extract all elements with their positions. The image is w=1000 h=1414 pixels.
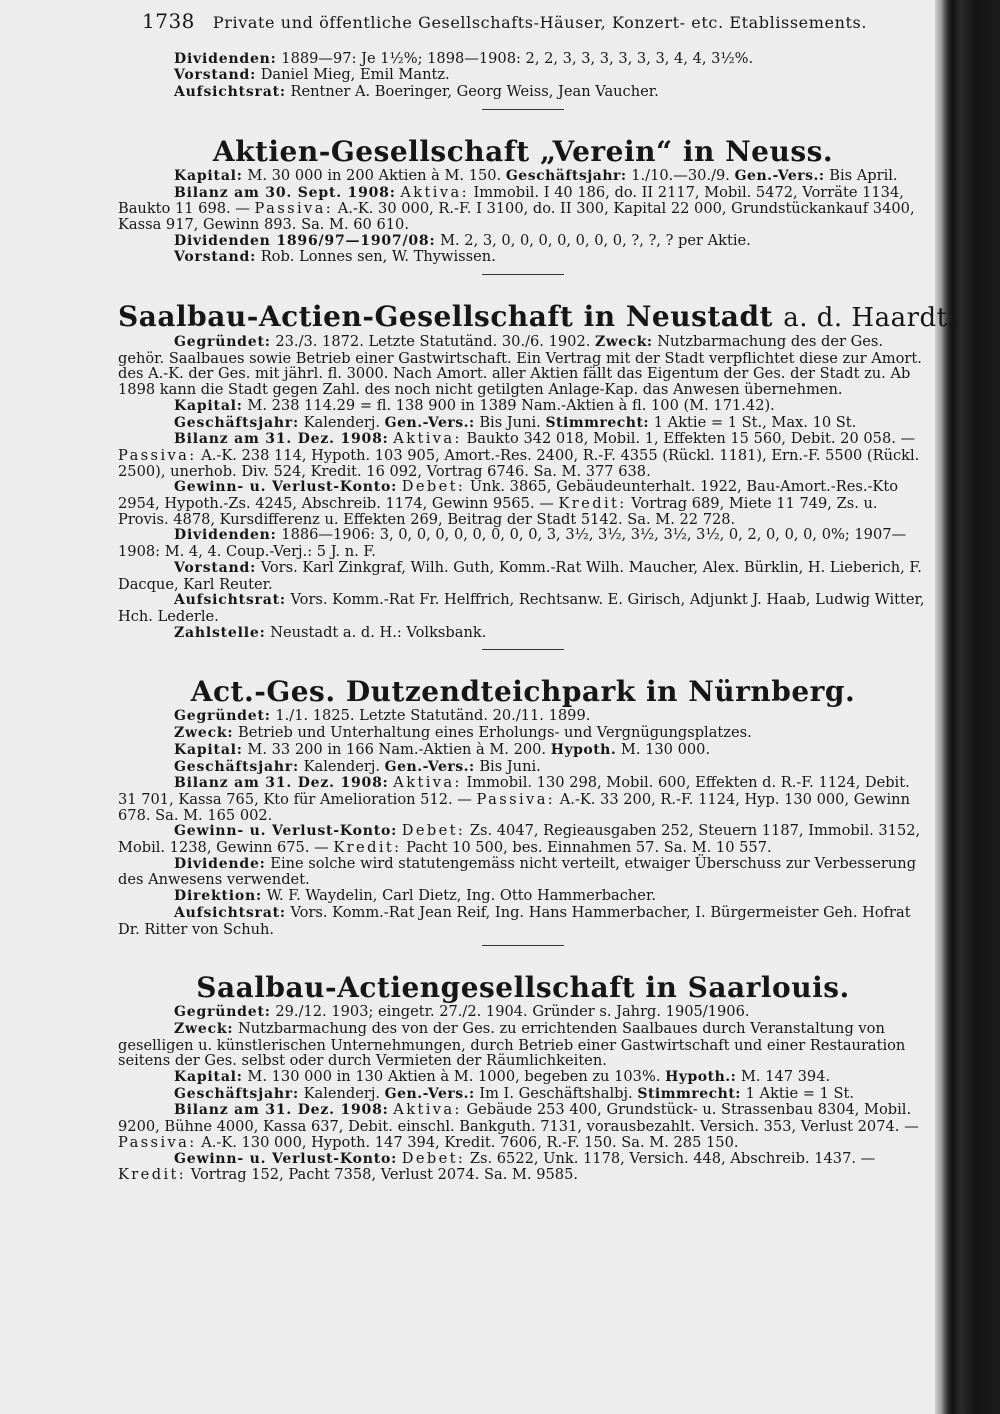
field-text: Vors. Komm.-Rat Jean Reif, Ing. Hans Hammerbacher, I. Bürgermeister Geh. Hofrat Dr. Ritter von Schuh.: [118, 903, 911, 938]
field-text: 1886—1906: 3, 0, 0, 0, 0, 0, 0, 0, 0, 3, 3½, 3½, 3½, 3½, 3½, 0, 2, 0, 0, 0, 0%; 1907—1908: M. 4, 4. Coup.-Verj.: 5 J. n. F.: [118, 526, 907, 561]
field-label: Vorstand:: [174, 559, 257, 576]
field-label: Bilanz am 30. Sept. 1908:: [174, 184, 396, 201]
passiva-label: Passiva:: [118, 1133, 197, 1151]
field-label: Aufsichtsrat:: [174, 84, 286, 101]
field-label: Geschäftsjahr:: [505, 167, 627, 184]
nuernberg-kapital: [118, 742, 928, 759]
passiva-label: Passiva:: [254, 200, 334, 218]
saarlouis-gegruendet: [118, 1004, 928, 1021]
field-text: Rob. Lonnes sen, W. Thywissen.: [260, 248, 496, 266]
field-text: Eine solche wird statutengemäss nicht verteilt, etwaiger Überschuss zur Verbesserung des Anwesens verwendet.: [118, 854, 917, 889]
nuernberg-aufsichtsrat: [118, 905, 928, 937]
field-label: Hypoth.: [550, 741, 617, 758]
passiva-label: Passiva:: [476, 790, 556, 808]
field-label: Kapital:: [174, 397, 243, 414]
carryover-dividenden: [118, 51, 928, 68]
field-label: Gen.-Vers.:: [384, 414, 475, 431]
field-text: Nutzbarmachung des von der Ges. zu errichtenden Saalbaues durch Veranstaltung von geselligen u. künstlerischen Unternehmungen, durch Betrieb einer Gastwirtschaft und einer Restauration seitens der Ges. selbst oder durch Vermieten der Räumlichkeiten.: [118, 1019, 906, 1070]
kredit-label: Kredit:: [333, 839, 402, 857]
neuss-vorstand: [118, 249, 928, 266]
field-text: A.-K. 238 114, Hypoth. 103 905, Amort.-Res. 2400, R.-F. 4355 (Rückl. 1181), Ern.-F. 5500 (Rückl. 2500), unerhob. Div. 524, Kredit. 16 092, Vortrag 6746. Sa. M. 377 638.: [118, 446, 920, 480]
field-label: Gegründet:: [174, 334, 271, 351]
field-text: Bis Juni.: [479, 413, 541, 431]
field-text: Rentner A. Boeringer, Georg Weiss, Jean Vaucher.: [290, 83, 659, 101]
field-text: Vors. Komm.-Rat Fr. Helffrich, Rechtsanw. E. Girisch, Adjunkt J. Haab, Ludwig Witter, Hch. Lederle.: [118, 591, 925, 625]
field-label: Gewinn- u. Verlust-Konto:: [174, 1150, 398, 1167]
neustadt-vorstand: [118, 560, 928, 592]
saarlouis-guv: [118, 1151, 928, 1183]
field-label: Zweck:: [174, 1020, 234, 1037]
saarlouis-geschaeftsjahr: [118, 1086, 928, 1103]
field-text: M. 130 000.: [620, 740, 711, 758]
entry-neustadt: [118, 300, 957, 641]
field-label: Geschäftsjahr:: [174, 414, 299, 431]
field-label: Gewinn- u. Verlust-Konto:: [174, 479, 398, 496]
nuernberg-guv: [118, 823, 928, 855]
field-text: M. 130 000 in 130 Aktien à M. 1000, begeben zu 103%.: [247, 1068, 661, 1086]
neustadt-zahlstelle: [118, 625, 928, 642]
saarlouis-bilanz: [118, 1102, 928, 1150]
field-label: Dividenden:: [174, 527, 277, 544]
debet-label: Debet:: [401, 1149, 466, 1167]
field-label: Bilanz am 31. Dez. 1908:: [174, 431, 389, 448]
saarlouis-kapital: [118, 1069, 928, 1086]
field-text: 1 Aktie = 1 St.: [745, 1084, 855, 1102]
field-text: Zs. 6522, Unk. 1178, Versich. 448, Abschreib. 1437.: [469, 1149, 856, 1167]
field-label: Direktion:: [174, 888, 262, 905]
field-label: Geschäftsjahr:: [174, 758, 299, 775]
carryover-vorstand: [118, 67, 928, 84]
field-label: Gegründet:: [174, 1004, 271, 1021]
field-label: Vorstand:: [174, 67, 257, 84]
kredit-label: Kredit:: [118, 1166, 187, 1184]
field-text: 1889—97: Je 1½%; 1898—1908: 2, 2, 3, 3, 3, 3, 3, 3, 4, 4, 3½%.: [281, 49, 754, 67]
entry-carryover: [118, 51, 928, 101]
field-text: 1./1. 1825. Letzte Statutänd. 20./11. 1899.: [275, 707, 591, 725]
neustadt-dividenden: [118, 527, 928, 559]
field-label: Aufsichtsrat:: [174, 904, 286, 921]
field-text: 23./3. 1872. Letzte Statutänd. 30./6. 1902.: [275, 333, 591, 351]
nuernberg-direktion: [118, 888, 928, 905]
nuernberg-dividende: [118, 856, 928, 888]
aktiva-label: Aktiva:: [393, 774, 462, 792]
aktiva-label: Aktiva:: [393, 430, 462, 448]
field-label: Zweck:: [174, 725, 234, 742]
entry-neuss: [118, 136, 928, 266]
field-text: M. 238 114.29 = fl. 138 900 in 1389 Nam.-Aktien à fl. 100 (M. 171.42).: [247, 396, 775, 414]
title-main: Saalbau-Actien-Gesellschaft in Neustadt: [118, 300, 773, 334]
entry-title: Act.-Ges. Dutzendteichpark in Nürnberg.: [190, 675, 856, 709]
neustadt-kapital: [118, 398, 928, 415]
field-label: Aufsichtsrat:: [174, 592, 286, 609]
neustadt-guv: [118, 479, 928, 527]
neustadt-aufsichtsrat: [118, 592, 928, 624]
field-text: Bis April.: [829, 166, 898, 184]
field-label: Stimmrecht:: [545, 414, 650, 431]
field-text: Vortrag 689, Miete 11 749, Zs. u. Provis. 4878, Kursdifferenz u. Effekten 269, Beitrag der Stadt 5142. Sa. M. 22 728.: [118, 495, 878, 528]
neuss-bilanz: [118, 185, 928, 233]
field-label: Gen.-Vers.:: [734, 167, 825, 184]
running-title: Private und öffentliche Gesellschafts-Häuser, Konzert- etc. Etablissements.: [212, 13, 868, 32]
debet-label: Debet:: [401, 822, 466, 840]
nuernberg-zweck: [118, 725, 928, 742]
neuss-dividenden: [118, 233, 928, 250]
nuernberg-bilanz: [118, 775, 928, 823]
field-label: Gen.-Vers.:: [384, 758, 475, 775]
field-label: Kapital:: [174, 1069, 243, 1086]
field-text: Betrieb und Unterhaltung eines Erholungs- und Vergnügungsplatzes.: [238, 724, 752, 742]
field-text: Kalenderj.: [303, 1084, 381, 1102]
field-text: Im I. Geschäftshalbj.: [479, 1084, 633, 1102]
entry-nuernberg: [118, 676, 928, 937]
field-text: Gebäude 253 400, Grundstück- u. Strassenbau 8304, Mobil. 9200, Bühne 4000, Kassa 637, Debit. einschl. Bankguth. 7131, vorausbezahlt. Versich. 353, Verlust 2074. —: [118, 1101, 919, 1136]
field-label: Zahlstelle:: [174, 624, 266, 641]
field-text: Kalenderj.: [303, 757, 381, 775]
entry-title: Saalbau-Actiengesellschaft in Saarlouis.: [196, 971, 850, 1005]
field-text: Daniel Mieg, Emil Mantz.: [260, 66, 450, 84]
page-content: [118, 9, 957, 1184]
field-text: Immobil. I 40 186, do. II 2117, Mobil. 5472, Vorräte 1134, Baukto 11 698. —: [118, 183, 904, 218]
field-text: M. 33 200 in 166 Nam.-Aktien à M. 200.: [247, 740, 547, 758]
field-text: Baukto 342 018, Mobil. 1, Effekten 15 560, Debit. 20 058. —: [466, 430, 916, 448]
running-header: [142, 9, 928, 33]
field-text: Neustadt a. d. H.: Volksbank.: [270, 623, 487, 641]
field-text: Pacht 10 500, bes. Einnahmen 57. Sa. M. 10 557.: [406, 839, 772, 857]
passiva-label: Passiva:: [118, 446, 197, 464]
field-label: Dividende:: [174, 855, 266, 872]
field-label: Dividenden:: [174, 50, 277, 67]
field-text: Unk. 3865, Gebäudeunterhalt. 1922, Bau-Amort.-Res.-Kto 2954, Hypoth.-Zs. 4245, Abschreib. 1174, Gewinn 9565. —: [118, 478, 898, 513]
field-text: 1 Aktie = 1 St., Max. 10 St.: [653, 413, 857, 431]
field-text: M. 2, 3, 0, 0, 0, 0, 0, 0, 0, ?, ?, ? per Aktie.: [440, 231, 751, 249]
field-label: Gegründet:: [174, 708, 271, 725]
field-text: Zs. 4047, Regieausgaben 252, Steuern 1187, Immobil. 3152, Mobil. 1238, Gewinn 675. —: [118, 822, 921, 857]
field-text: M. 147 394.: [740, 1068, 831, 1086]
field-label: Gewinn- u. Verlust-Konto:: [174, 823, 398, 840]
saarlouis-zweck: [118, 1021, 928, 1069]
field-label: Bilanz am 31. Dez. 1908:: [174, 1102, 389, 1119]
entry-saarlouis: [118, 972, 928, 1183]
entry-title: [118, 300, 957, 334]
aktiva-label: Aktiva:: [393, 1101, 462, 1119]
field-text: M. 30 000 in 200 Aktien à M. 150.: [247, 166, 502, 184]
book-spine-shadow: [935, 0, 1000, 1414]
field-label: Geschäftsjahr:: [174, 1085, 299, 1102]
field-text: 1./10.—30./9.: [631, 166, 730, 184]
page-number: 1738: [142, 9, 195, 33]
field-label: Vorstand:: [174, 249, 257, 266]
field-label: Hypoth.:: [665, 1069, 737, 1086]
neustadt-geschaeftsjahr: [118, 415, 928, 432]
title-tail: a. d. Haardt.: [783, 303, 957, 334]
field-text: 29./12. 1903; eingetr. 27./2. 1904. Gründer s. Jahrg. 1905/1906.: [275, 1003, 750, 1021]
field-text: A.-K. 30 000, R.-F. I 3100, do. II 300, Kapital 22 000, Grundstückankauf 3400, Kassa 917, Gewinn 893. Sa. M. 60 610.: [118, 200, 915, 233]
field-text: A.-K. 130 000, Hypoth. 147 394, Kredit. 7606, R.-F. 150. Sa. M. 285 150.: [201, 1133, 739, 1151]
field-label: Gen.-Vers.:: [384, 1085, 475, 1102]
debet-label: Debet:: [401, 478, 466, 496]
entry-title: Aktien-Gesellschaft „Verein“ in Neuss.: [212, 134, 834, 168]
neuss-kapital: [118, 168, 928, 185]
neustadt-bilanz: [118, 431, 928, 479]
field-label: Kapital:: [174, 741, 243, 758]
field-label: Bilanz am 31. Dez. 1908:: [174, 775, 389, 792]
field-label: Kapital:: [174, 167, 243, 184]
field-text: Vors. Karl Zinkgraf, Wilh. Guth, Komm.-Rat Wilh. Maucher, Alex. Bürklin, H. Lieberich, F. Dacque, Karl Reuter.: [118, 558, 922, 593]
field-label: Zweck:: [595, 334, 653, 351]
nuernberg-gegruendet: [118, 708, 928, 725]
neustadt-gegruendet: [118, 334, 928, 398]
field-label: Stimmrecht:: [637, 1085, 741, 1102]
field-text: Kalenderj.: [303, 413, 381, 431]
field-label: Dividenden 1896/97—1907/08:: [174, 232, 436, 249]
field-text: Vortrag 152, Pacht 7358, Verlust 2074. Sa. M. 9585.: [190, 1166, 578, 1184]
field-text: Bis Juni.: [479, 757, 541, 775]
field-text: W. F. Waydelin, Carl Dietz, Ing. Otto Hammerbacher.: [266, 887, 656, 905]
field-text: Immobil. 130 298, Mobil. 600, Effekten d. R.-F. 1124, Debit. 31 701, Kassa 765, Kto für Amelioration 512. —: [118, 774, 910, 808]
field-text: A.-K. 33 200, R.-F. 1124, Hyp. 130 000, Gewinn 678. Sa. M. 165 002.: [118, 790, 910, 824]
field-text: Nutzbarmachung des der Ges. gehör. Saalbaues sowie Betrieb einer Gastwirtschaft. Ein Vertrag mit der Stadt verpflichtet diese zur Amort. des A.-K. der Ges. mit jährl. fl. 3000. Nach Amort. aller Aktien fällt das Eigentum der Ges. der Stadt zu. Ab 1898 kann die Stadt gegen Zahl. des noch nicht getilgten Anlage-Kap. das Anwesen übernehmen.: [118, 333, 922, 399]
kredit-label: Kredit:: [558, 495, 627, 513]
aktiva-label: Aktiva:: [400, 183, 469, 201]
dash-separator: —: [860, 1149, 876, 1167]
carryover-aufsichtsrat: [118, 84, 928, 101]
nuernberg-geschaeftsjahr: [118, 759, 928, 776]
